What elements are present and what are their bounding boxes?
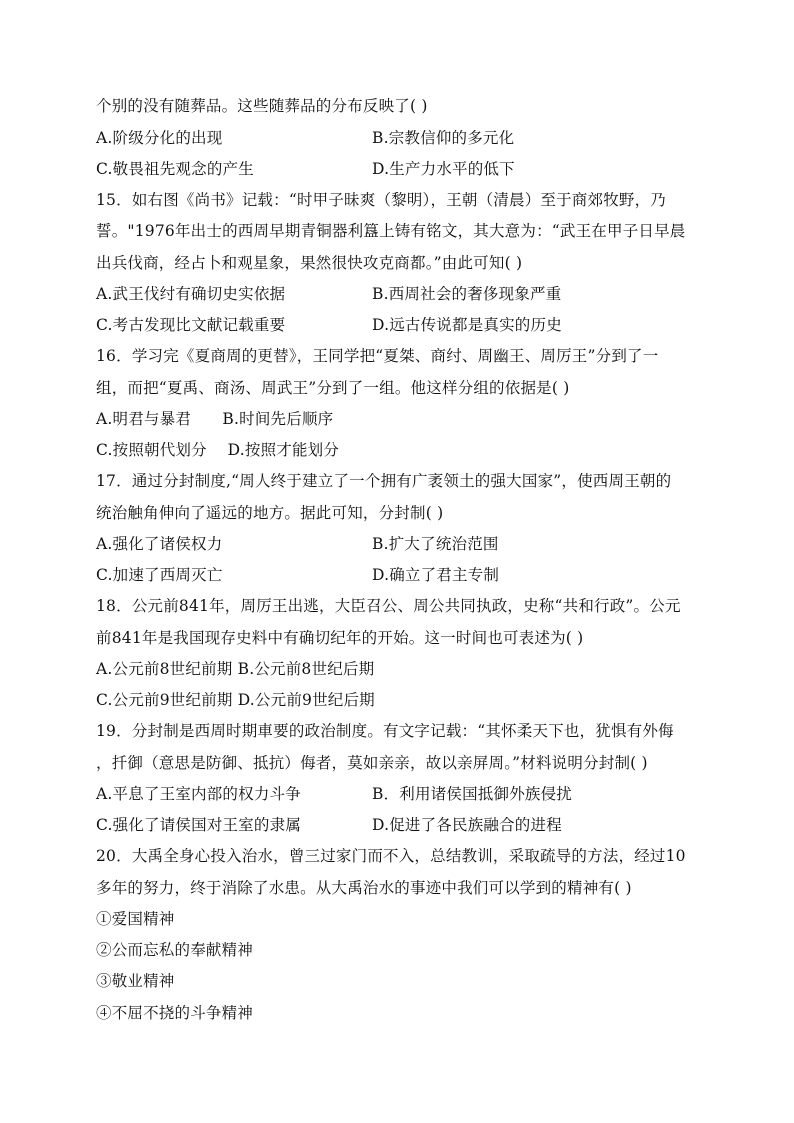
- q20-item-1: ①爱国精神: [96, 910, 175, 928]
- q19-option-d: D.促进了各民族融合的进程: [372, 816, 562, 834]
- q17-option-c: C.加速了西周灭亡: [96, 566, 223, 584]
- q19-option-a: A.平息了王室内部的权力斗争: [96, 785, 301, 803]
- q16-stem-line-2: 组，而把“夏禹、商汤、周武王”分到了一组。他这样分组的依据是( ): [96, 379, 570, 397]
- q14-option-a: A.阶级分化的出现: [96, 129, 223, 147]
- q16-options-ab: A.明君与暴君 B.时间先后顺序: [96, 410, 334, 428]
- q19-option-b: B．利用诸侯国抵御外族侵扰: [372, 785, 572, 803]
- q17-option-a: A.强化了诸侯权力: [96, 535, 223, 553]
- q14-option-b: B.宗教信仰的多元化: [372, 129, 515, 147]
- q16-stem-line-1: 16．学习完《夏商周的更替》，王同学把“夏桀、商纣、周幽王、周厉王”分到了一: [96, 347, 659, 365]
- q20-item-4: ④不屈不挠的斗争精神: [96, 1004, 254, 1022]
- q15-stem-line-3: 出兵伐商，经占卜和观星象，果然很快攻克商都。”由此可知( ): [96, 254, 523, 272]
- q20-stem-line-2: 多年的努力，终于消除了水患。从大禹治水的事迹中我们可以学到的精神有( ): [96, 879, 632, 897]
- q14-option-c: C.敬畏祖先观念的产生: [96, 160, 254, 178]
- q14-stem-tail: 个别的没有随葬品。这些随葬品的分布反映了( ): [96, 97, 428, 115]
- q15-option-b: B.西周社会的奢侈现象严重: [372, 285, 562, 303]
- q18-stem-line-1: 18．公元前841年，周厉王出逃，大臣召公、周公共同执政，史称“共和行政”。公元: [96, 597, 681, 615]
- q14-option-d: D.生产力水平的低下: [372, 160, 515, 178]
- q18-stem-line-2: 前841年是我国现存史料中有确切纪年的开始。这一时间也可表述为( ): [96, 629, 584, 647]
- q15-stem-line-2: 誓。"1976年出士的西周早期青铜器利簋上铸有铭文，其大意为：“武王在甲子日早晨: [96, 222, 686, 240]
- q20-stem-line-1: 20．大禹全身心投入治水，曾三过家门而不入，总结教训，采取疏导的方法，经过10: [96, 847, 686, 865]
- q15-option-c: C.考古发现比文献记载重要: [96, 316, 286, 334]
- q18-options-cd: C.公元前9世纪前期 D.公元前9世纪后期: [96, 691, 375, 709]
- q19-stem-line-2: ，扦御（意思是防御、抵抗）侮者，莫如亲亲，故以亲屏周。”材料说明分封制( ): [96, 754, 648, 772]
- q20-item-3: ③敬业精神: [96, 972, 175, 990]
- q18-options-ab: A.公元前8世纪前期 B.公元前8世纪后期: [96, 660, 375, 678]
- q19-stem-line-1: 19．分封制是西周时期車要的政治制度。有文字记载：“其怀柔天下也，犹惧有外侮: [96, 722, 674, 740]
- q20-item-2: ②公而忘私的奉献精神: [96, 941, 254, 959]
- q15-option-a: A.武王伐纣有确切史实依据: [96, 285, 286, 303]
- q16-options-cd: C.按照朝代划分 D.按照才能划分: [96, 441, 340, 459]
- q15-option-d: D.远古传说都是真实的历史: [372, 316, 562, 334]
- q19-option-c: C.强化了请侯国对王室的隶属: [96, 816, 302, 834]
- q17-option-d: D.确立了君主专制: [372, 566, 500, 584]
- q17-stem-line-2: 统治触角伸向了遥远的地方。据此可知，分封制( ): [96, 504, 444, 522]
- q17-option-b: B.扩大了统治范围: [372, 535, 499, 553]
- q15-stem-line-1: 15．如右图《尚书》记载：“时甲子昧爽（黎明），王朝（清晨）至于商郊牧野，乃: [96, 191, 666, 209]
- q17-stem-line-1: 17．通过分封制度,“周人终于建立了一个拥有广袤领土的强大国家”，使西周王朝的: [96, 472, 672, 490]
